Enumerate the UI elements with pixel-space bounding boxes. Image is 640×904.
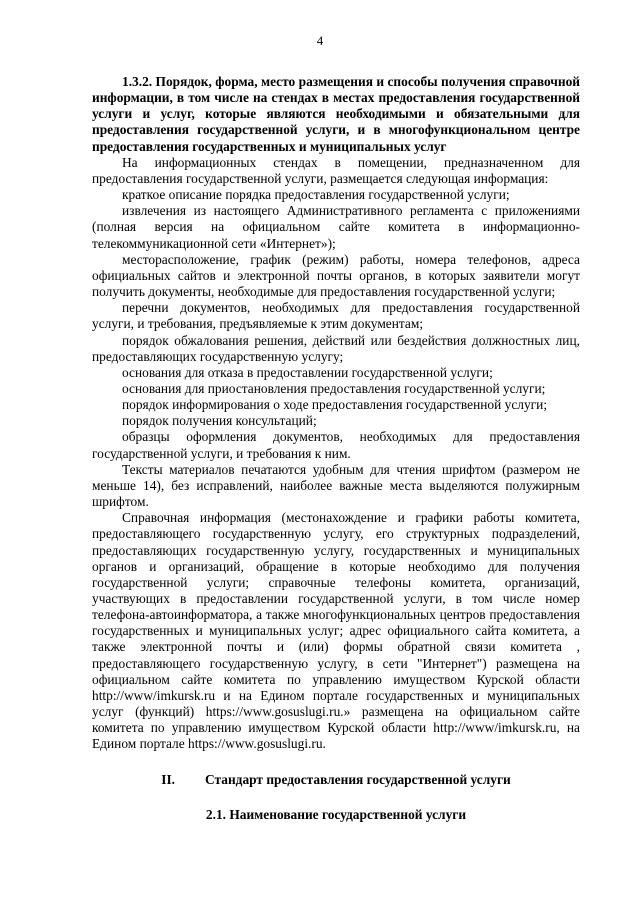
paragraph-suspension-grounds: основания для приостановления предоставления государственной услуги; bbox=[122, 380, 546, 396]
paragraph-document-lists: перечни документов, необходимых для предоставления государственной услуги, и требования, предъявляемые к этим документам; bbox=[92, 300, 580, 332]
section-ii-number: II. bbox=[161, 771, 176, 787]
paragraph-stands-intro: На информационных стендах в помещении, предназначенном для предоставления государственной услуги, размещается следующая информация: bbox=[92, 154, 580, 186]
paragraph-regulation-extracts: извлечения из настоящего Административного регламента с приложениями (полная версия на официальном сайте комитета в информационно-телекоммуникационной сети «Интернет»); bbox=[92, 203, 580, 251]
paragraph-document-samples: образцы оформления документов, необходимых для предоставления государственной услуги, и требования к ним. bbox=[92, 429, 580, 461]
paragraph-refusal-grounds: основания для отказа в предоставлении государственной услуги; bbox=[122, 364, 493, 380]
section-ii-title: Стандарт предоставления государственной услуги bbox=[205, 771, 511, 787]
page-number: 4 bbox=[316, 33, 324, 48]
section-ii-heading bbox=[92, 772, 580, 788]
paragraph-informing-procedure: порядок информирования о ходе предоставления государственной услуги; bbox=[122, 397, 548, 413]
paragraph-consultations: порядок получения консультаций; bbox=[122, 413, 317, 429]
paragraph-font-requirements: Тексты материалов печатаются удобным для чтения шрифтом (размером не меньше 14), без исправлений, наиболее важные места выделяются полужирным шрифтом. bbox=[92, 461, 580, 510]
section-2-1-heading: 2.1. Наименование государственной услуги bbox=[205, 806, 467, 822]
page-content bbox=[92, 74, 580, 823]
paragraph-location-schedule: месторасположение, график (режим) работы, номера телефонов, адреса официальных сайтов и электронной почты органов, в которых заявители могут получить документы, необходимые для предоставления государственной услуги; bbox=[92, 251, 580, 300]
paragraph-reference-information: Справочная информация (местонахождение и графики работы комитета, предоставляющего государственную услугу, его структурных подразделений, предоставляющих государственную услугу, государственных и муниципальных органов и организаций, обращение в которые необходимо для получения государственной услуги; справочные телефоны комитета, организаций, участвующих в предоставлении государственной услуги, в том числе номер телефона-автоинформатора, а также многофункциональных центров предоставления государственных и муниципальных услуг; адрес официального сайта комитета, а также электронной почты и (или) формы обратной связи комитета , предоставляющего государственную услугу, в сети "Интернет") размещена на официальном сайте комитета по управлению имуществом Курской области http://www/imkursk.ru и на Едином портале государственных и муниципальных услуг (функций) https://www.gosuslugi.ru.» размещена на официальном сайте комитета по управлению имуществом Курской области http://www/imkursk.ru, на Едином портале https://www.gosuslugi.ru. bbox=[92, 510, 580, 752]
paragraph-appeal-procedure: порядок обжалования решения, действий или бездействия должностных лиц, предоставляющих государственную услугу; bbox=[92, 332, 580, 364]
paragraph-short-description: краткое описание порядка предоставления государственной услуги; bbox=[122, 187, 510, 203]
section-1-3-2-heading: 1.3.2. Порядок, форма, место размещения и способы получения справочной информации, в том числе на стендах в местах предоставления государственной услуги и услуг, которые являются необходимыми и обязательными для предоставления государственной услуги, и в многофункциональном центре предоставления государственных и муниципальных услуг bbox=[92, 74, 580, 154]
